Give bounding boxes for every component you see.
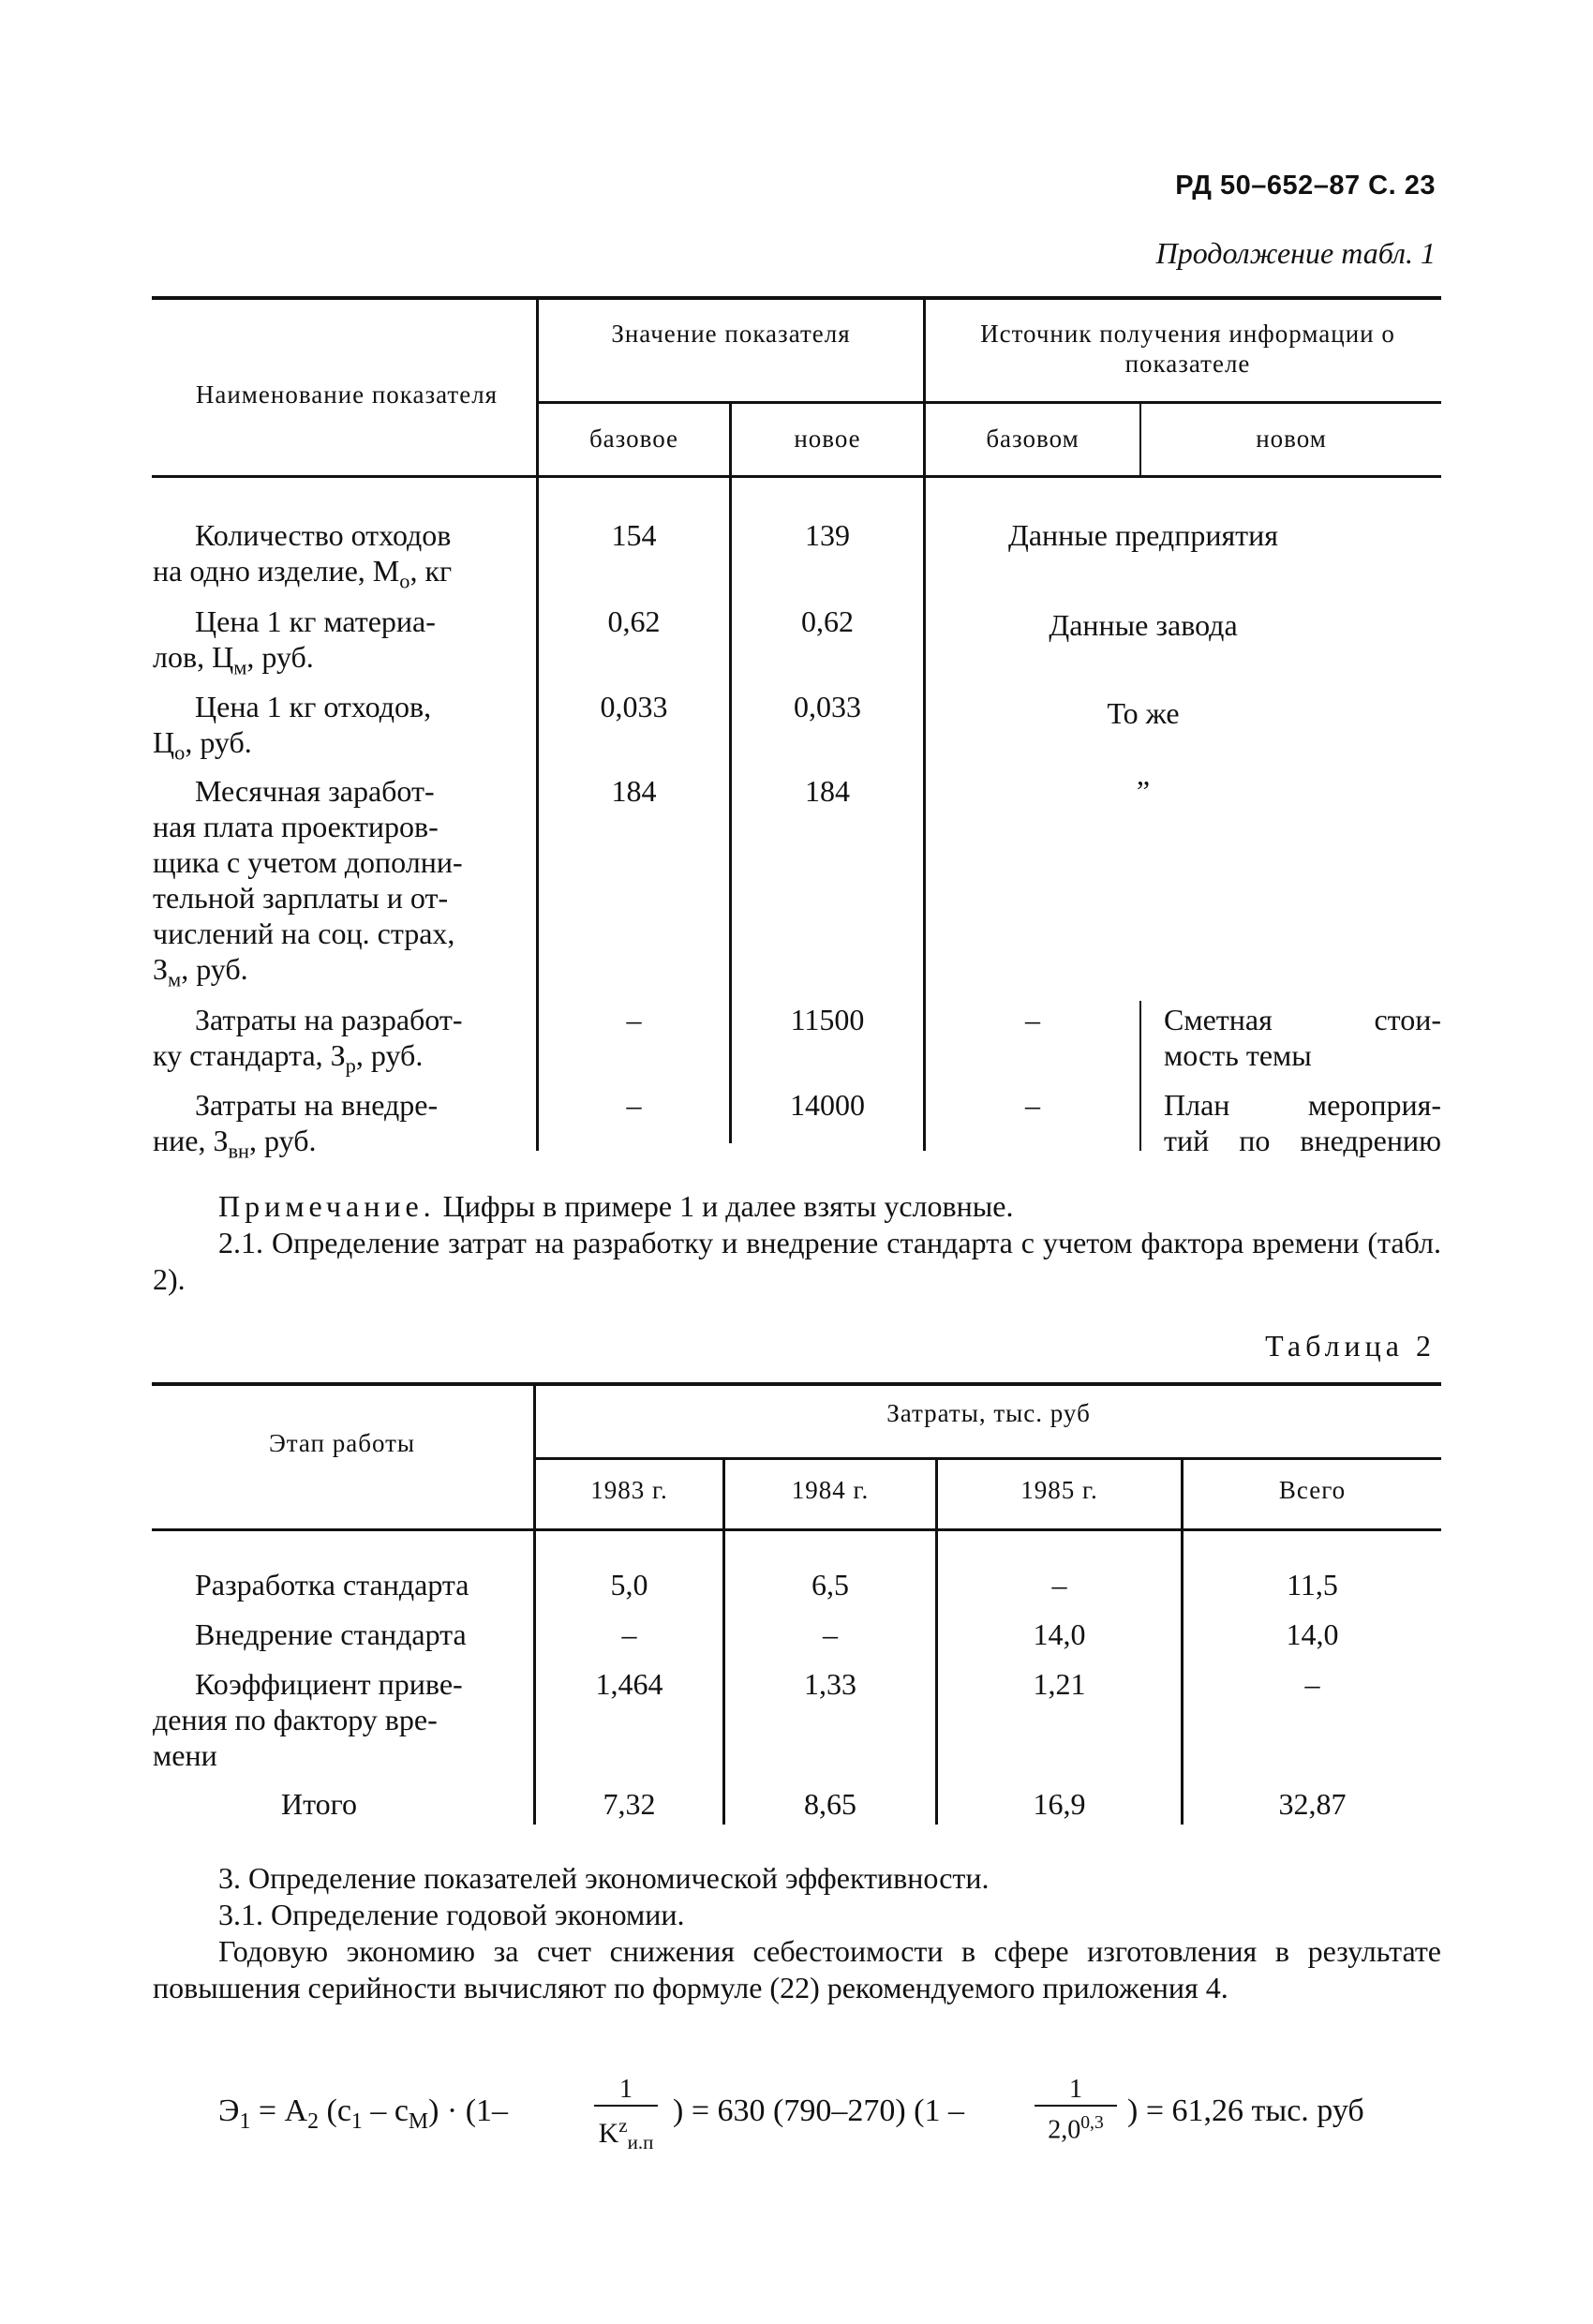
rule-header-bottom bbox=[152, 475, 1441, 478]
t2-row3-1984: 1,33 bbox=[804, 1667, 856, 1701]
t2-row4-total: 32,87 bbox=[1278, 1787, 1347, 1821]
row5-src-base: – bbox=[1025, 1003, 1040, 1036]
row3-name: Цена 1 кг отходов, $Ц_о$, руб. bbox=[153, 690, 432, 765]
row6-name: Затраты на внедре- ние, $З_{вн}$, руб. bbox=[153, 1088, 439, 1163]
t2-row1-1983: 5,0 bbox=[610, 1568, 648, 1601]
header-src-base: базовом bbox=[986, 425, 1079, 453]
header-new: новое bbox=[794, 425, 861, 453]
row2-new: 0,62 bbox=[801, 604, 854, 638]
header-base: базовое bbox=[588, 425, 679, 453]
row2-name: Цена 1 кг материа- лов, $Ц_м$, руб. bbox=[153, 604, 436, 679]
t2-header-costs: Затраты, тыс. руб bbox=[886, 1399, 1091, 1427]
row4-new: 184 bbox=[805, 774, 850, 808]
t2-row2-1984: – bbox=[823, 1617, 838, 1651]
t2-row2-1985: 14,0 bbox=[1033, 1617, 1086, 1651]
row3-source: То же bbox=[1107, 696, 1180, 730]
row4-name: Месячная заработ- ная плата проектиров- щика с учетом дополни- тельной зарплаты и от- числений на соц. страх, $З_м$, руб. bbox=[153, 774, 463, 991]
t2-row1-name: Разработка стандарта bbox=[195, 1568, 469, 1601]
row5-base: – bbox=[626, 1003, 642, 1036]
row5-src-new: Сметная стои- мость темы bbox=[1164, 1003, 1441, 1072]
section-3-heading: 3. Определение показателей экономической эффективности. bbox=[218, 1861, 990, 1895]
row6-new: 14000 bbox=[790, 1088, 865, 1122]
formula-annual-saving: $Э_1 = A_2$ $(c_1 - c_М) \cdot (1-$ 1 $K^z_{и.п}$ ) = 630 (790–270) (1 – 1 2,0$^{0,3}$ ) = 61,26 тыс. руб bbox=[218, 2075, 1364, 2153]
row6-src-base: – bbox=[1025, 1088, 1040, 1122]
row5-new: 11500 bbox=[790, 1003, 865, 1036]
row2-source: Данные завода bbox=[1049, 608, 1238, 642]
row1-new: 139 bbox=[805, 518, 850, 552]
rule-col-4-lower bbox=[1139, 1001, 1141, 1151]
t2-row3-total: – bbox=[1304, 1667, 1320, 1701]
t2-row1-total: 11,5 bbox=[1287, 1568, 1338, 1601]
t2-row2-name: Внедрение стандарта bbox=[195, 1617, 467, 1651]
t2-row4-name: Итого bbox=[281, 1787, 357, 1821]
header-name: Наименование показателя bbox=[195, 380, 499, 409]
row4-base: 184 bbox=[611, 774, 657, 808]
t2-header-1983: 1983 г. bbox=[590, 1476, 668, 1504]
row3-base: 0,033 bbox=[600, 690, 668, 723]
t2-row3-1983: 1,464 bbox=[595, 1667, 663, 1701]
t2-header-total: Всего bbox=[1278, 1476, 1347, 1504]
t2-rule-top bbox=[152, 1382, 1441, 1386]
t2-header-stage: Этап работы bbox=[268, 1429, 416, 1457]
table-continuation-label: Продолжение табл. 1 bbox=[1155, 236, 1436, 270]
t2-row1-1985: – bbox=[1051, 1568, 1067, 1601]
t2-row3-name: Коэффициент приве- дения по фактору вре- мени bbox=[153, 1667, 463, 1772]
row5-name: Затраты на разработ- ку стандарта, $З_р$, руб. bbox=[153, 1003, 463, 1078]
row4-source: ” bbox=[1136, 774, 1151, 808]
rule-subheader bbox=[537, 401, 1441, 404]
table2-caption: Таблица 2 bbox=[1265, 1329, 1436, 1363]
t2-row3-1985: 1,21 bbox=[1033, 1667, 1086, 1701]
row1-base: 154 bbox=[611, 518, 657, 552]
rule-top bbox=[152, 296, 1441, 300]
row1-name: Количество отходов на одно изделие, $M_о$, кг bbox=[153, 518, 453, 593]
t2-header-1984: 1984 г. bbox=[791, 1476, 870, 1504]
header-src-new: новом bbox=[1256, 425, 1327, 453]
header-source: Источник получения информации о показателе bbox=[980, 320, 1395, 378]
row6-src-new: План мероприя- тий по внедрению bbox=[1164, 1088, 1441, 1157]
t2-header-1985: 1985 г. bbox=[1020, 1476, 1098, 1504]
t2-rule-header-bottom bbox=[152, 1528, 1441, 1531]
t2-row2-1983: – bbox=[621, 1617, 637, 1651]
t2-row2-total: 14,0 bbox=[1286, 1617, 1339, 1651]
row3-new: 0,033 bbox=[794, 690, 861, 723]
t2-row4-1985: 16,9 bbox=[1033, 1787, 1086, 1821]
t2-rule-subheader bbox=[534, 1457, 1441, 1460]
header-value: Значение показателя bbox=[611, 320, 851, 348]
t2-row4-1983: 7,32 bbox=[603, 1787, 656, 1821]
section-3-1-heading: 3.1. Определение годовой экономии. bbox=[218, 1898, 685, 1931]
section-3-body: Годовую экономию за счет снижения себестоимости в сфере изготовления в результате повышения серийности вычисляют по формуле (22) рекомендуемого приложения 4. bbox=[153, 1934, 1441, 2004]
table1-note: Примечание. Цифры в примере 1 и далее взяты условные. bbox=[218, 1189, 1014, 1223]
row6-base: – bbox=[626, 1088, 642, 1122]
t2-row4-1984: 8,65 bbox=[804, 1787, 856, 1821]
t2-row1-1984: 6,5 bbox=[811, 1568, 849, 1601]
row1-source: Данные предприятия bbox=[1008, 518, 1278, 552]
document-code: РД 50–652–87 С. 23 bbox=[1175, 171, 1436, 201]
paragraph-2-1: 2.1. Определение затрат на разработку и внедрение стандарта с учетом фактора времени (табл. 2). bbox=[153, 1226, 1441, 1296]
row2-base: 0,62 bbox=[607, 604, 661, 638]
t2-rule-col-1 bbox=[533, 1384, 536, 1825]
